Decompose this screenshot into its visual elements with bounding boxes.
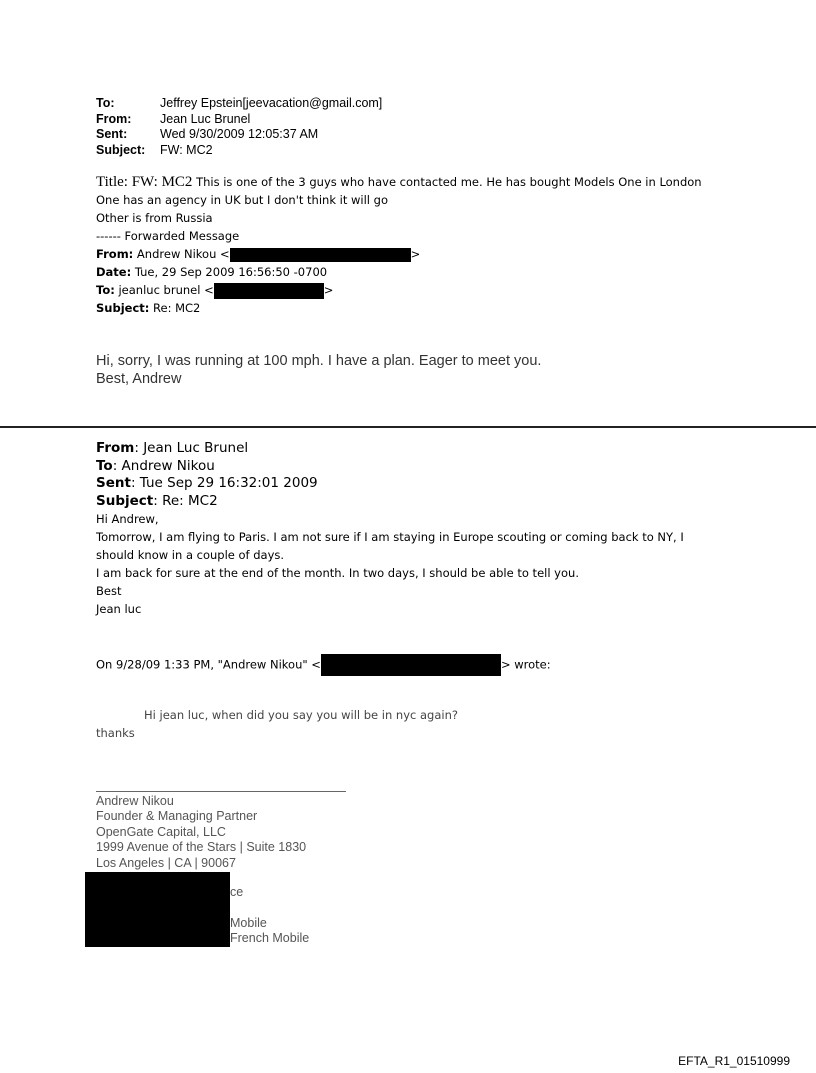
- signature-address-1: 1999 Avenue of the Stars | Suite 1830: [96, 840, 307, 855]
- quoted-message: [96, 706, 458, 742]
- redaction-box: [321, 654, 501, 676]
- quoted-line-2: thanks: [96, 726, 135, 740]
- reply-greeting: Hi Andrew,: [96, 512, 159, 526]
- reply-signoff: Jean luc: [96, 602, 142, 616]
- reply-to-value: : Andrew Nikou: [112, 457, 215, 474]
- header-sent-row: [96, 127, 382, 143]
- reply-sent-row: [96, 475, 318, 493]
- redaction-box: [230, 248, 411, 262]
- quote-prefix: On 9/28/09 1:33 PM, "Andrew Nikou" <: [96, 657, 321, 672]
- quote-attribution: [96, 654, 736, 676]
- quoted-line-1: Hi jean luc, when did you say you will be in nyc again?: [144, 708, 458, 722]
- reply-from-row: [96, 440, 318, 458]
- sent-label: Sent:: [96, 127, 128, 141]
- body-line-1: This is one of the 3 guys who have contacted me. He has bought Models One in London: [192, 175, 702, 189]
- reply-sent-value: : Tue Sep 29 16:32:01 2009: [130, 475, 318, 491]
- body-first-paragraph: [96, 173, 736, 191]
- phone-french-mobile: French Mobile: [230, 931, 310, 946]
- fwd-to-label: To:: [96, 283, 115, 297]
- email-header: [96, 96, 382, 158]
- to-label: To:: [96, 96, 115, 110]
- redaction-box: [214, 283, 324, 299]
- header-subject-row: [96, 143, 382, 159]
- header-to-row: [96, 96, 382, 112]
- sent-value: Wed 9/30/2009 12:05:37 AM: [160, 127, 319, 141]
- fwd-to-end: >: [323, 283, 334, 297]
- redaction-box: [85, 872, 230, 947]
- phone-gap: [230, 900, 309, 915]
- body-line-2: One has an agency in UK but I don't think it will go: [96, 193, 388, 207]
- reply-to-row: [96, 458, 318, 476]
- header-from-row: [96, 112, 382, 128]
- reply-header: [96, 440, 318, 510]
- fwd-date-row: [96, 263, 736, 281]
- to-value: Jeffrey Epstein[jeevacation@gmail.com]: [160, 96, 383, 110]
- document-id: EFTA_R1_01510999: [678, 1054, 790, 1068]
- from-value: Jean Luc Brunel: [160, 111, 251, 126]
- signature-divider: [96, 791, 346, 792]
- reply-subject-row: [96, 493, 318, 511]
- forwarded-message: [96, 352, 541, 388]
- signature-phones: [230, 885, 309, 947]
- subject-value: FW: MC2: [160, 142, 213, 157]
- phone-mobile: Mobile: [230, 915, 267, 930]
- subject-label: Subject:: [96, 142, 146, 157]
- reply-to-label: To: [96, 457, 113, 474]
- quote-suffix: > wrote:: [500, 657, 551, 672]
- fwd-from-end: >: [410, 247, 421, 261]
- signature-block: [96, 794, 306, 871]
- fwd-from-value: Andrew Nikou <: [133, 247, 230, 261]
- forwarded-marker: ------ Forwarded Message: [96, 229, 240, 243]
- signature-address-2: Los Angeles | CA | 90067: [96, 855, 236, 870]
- reply-from-label: From: [96, 440, 135, 456]
- reply-paragraph-2: I am back for sure at the end of the month. In two days, I should be able to tell you.: [96, 566, 579, 580]
- reply-body: [96, 510, 716, 618]
- reply-closing: Best: [96, 584, 122, 598]
- fwd-from-label: From:: [96, 247, 134, 261]
- title-label: Title: FW: MC2: [96, 174, 193, 190]
- fwd-date-label: Date:: [96, 265, 132, 279]
- fwd-from-row: [96, 245, 736, 263]
- body-line-3: Other is from Russia: [96, 211, 213, 225]
- reply-paragraph-1: Tomorrow, I am flying to Paris. I am not sure if I am staying in Europe scouting or coming back to NY, I should know in a couple of days.: [96, 530, 684, 562]
- reply-from-value: : Jean Luc Brunel: [134, 440, 249, 456]
- fwd-date-value: Tue, 29 Sep 2009 16:56:50 -0700: [131, 265, 328, 279]
- message-line-2: Best, Andrew: [96, 371, 182, 387]
- from-label: From:: [96, 111, 132, 126]
- fwd-to-value: jeanluc brunel <: [114, 283, 214, 297]
- reply-sent-label: Sent: [96, 475, 131, 491]
- forward-body: [96, 173, 736, 317]
- reply-subject-label: Subject: [96, 492, 154, 509]
- section-divider: [0, 426, 816, 428]
- fwd-subject-label: Subject:: [96, 301, 150, 315]
- message-line-1: Hi, sorry, I was running at 100 mph. I have a plan. Eager to meet you.: [96, 353, 542, 369]
- fwd-to-row: [96, 281, 736, 299]
- phone-office: ce: [230, 885, 244, 899]
- reply-subject-value: : Re: MC2: [153, 492, 218, 509]
- fwd-subject-value: Re: MC2: [149, 301, 201, 315]
- signature-role: Founder & Managing Partner: [96, 809, 258, 824]
- signature-company: OpenGate Capital, LLC: [96, 824, 226, 839]
- signature-name: Andrew Nikou: [96, 794, 174, 808]
- fwd-subject-row: [96, 299, 736, 317]
